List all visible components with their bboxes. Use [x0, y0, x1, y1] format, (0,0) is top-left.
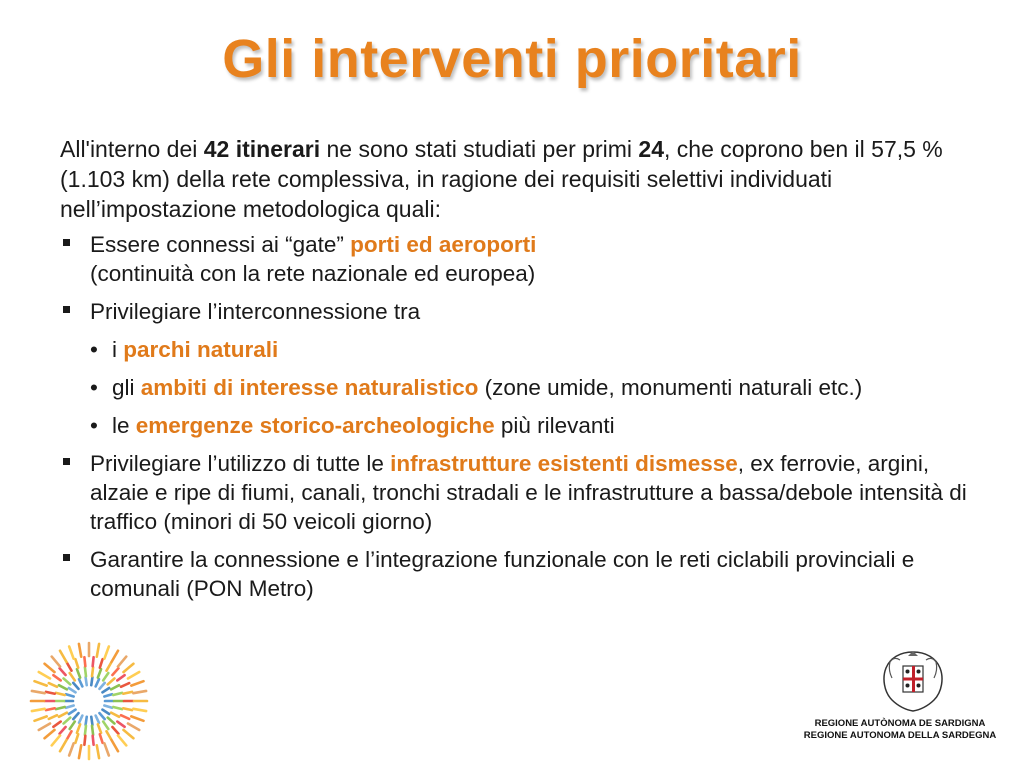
logo-ray [69, 647, 73, 659]
logo-ray [60, 651, 67, 662]
logo-ray [32, 709, 45, 711]
bullet-interconnessione [60, 297, 980, 326]
subbullet-text-post: più rilevanti [494, 413, 615, 438]
logo-ray [117, 675, 124, 680]
logo-ray [111, 713, 119, 717]
logo-ray [128, 672, 139, 679]
logo-ray [97, 644, 99, 657]
logo-ray [97, 745, 99, 758]
logo-ray [46, 708, 55, 710]
logo-ray [66, 694, 74, 696]
sun-flower-logo-icon [28, 640, 150, 762]
logo-ray [73, 683, 78, 689]
subbullet-parchi [60, 335, 980, 364]
logo-ray [73, 713, 78, 719]
logo-ray [103, 722, 108, 729]
logo-ray [96, 679, 99, 686]
subbullet-emergenze [60, 411, 980, 440]
subbullet-text: gli [112, 375, 141, 400]
logo-ray [59, 713, 67, 717]
logo-ray [104, 647, 108, 659]
bullet-highlight: porti ed aeroporti [350, 232, 537, 257]
logo-ray [91, 677, 92, 685]
logo-ray [59, 685, 67, 689]
intro-bold-24: 24 [638, 136, 665, 162]
logo-ray [112, 668, 118, 675]
logo-ray [107, 731, 112, 739]
bullet-gate [60, 230, 980, 288]
region-name-italiano: REGIONE AUTONOMA DELLA SARDEGNA [803, 730, 997, 741]
logo-ray [104, 743, 108, 755]
logo-ray [79, 679, 82, 686]
dot-bullet-icon: • [90, 413, 98, 438]
logo-ray [121, 715, 129, 719]
logo-ray [35, 716, 47, 720]
logo-ray [111, 685, 119, 689]
logo-ray [113, 707, 122, 709]
subbullet-text: le [112, 413, 136, 438]
logo-ray [112, 740, 119, 751]
logo-ray [104, 706, 112, 708]
logo-ray [123, 664, 133, 672]
logo-ray [93, 657, 94, 666]
subbullet-text-post: (zone umide, monumenti naturali etc.) [478, 375, 863, 400]
logo-ray [123, 692, 132, 694]
logo-ray [99, 713, 104, 719]
logo-ray [91, 717, 92, 725]
square-bullet-icon [63, 239, 70, 246]
logo-ray [45, 730, 55, 738]
bullet-text: Privilegiare l’interconnessione tra [90, 299, 421, 324]
sardinia-coat-of-arms-icon [878, 648, 948, 714]
logo-ray [112, 727, 118, 734]
logo-ray [60, 740, 67, 751]
logo-ray [52, 735, 60, 745]
logo-ray [75, 734, 78, 743]
logo-ray [45, 664, 55, 672]
page-title: Gli interventi prioritari [222, 29, 802, 89]
bullet-text-post: (continuità con la rete nazionale ed europea) [90, 261, 536, 286]
bullet-text: Garantire la connessione e l’integrazione funzionale con le reti ciclabili provinciali e comunali (PON Metro) [90, 547, 915, 601]
logo-ray [75, 659, 78, 668]
logo-ray [39, 724, 50, 731]
logo-ray [49, 715, 57, 719]
subbullet-highlight: emergenze storico-archeologiche [135, 413, 495, 438]
logo-ray [32, 691, 45, 693]
bullet-text: Essere connessi ai “gate” [90, 232, 351, 257]
logo-ray [86, 677, 87, 685]
logo-ray [56, 693, 65, 695]
dot-bullet-icon: • [90, 375, 98, 400]
logo-ray [131, 716, 143, 720]
logo-ray [53, 675, 60, 680]
logo-ray [56, 707, 65, 709]
intro-paragraph [60, 134, 980, 224]
logo-ray [113, 693, 122, 695]
logo-ray [121, 683, 129, 687]
logo-ray [77, 724, 80, 732]
logo-ray [107, 663, 112, 671]
logo-ray [49, 683, 57, 687]
logo-ray [118, 657, 126, 667]
logo-ray [93, 736, 94, 745]
logo-ray [86, 717, 87, 725]
logo-ray [100, 734, 103, 743]
logo-ray [39, 672, 50, 679]
square-bullet-icon [63, 306, 70, 313]
logo-ray [53, 722, 60, 727]
logo-ray [70, 673, 75, 680]
region-name-sardo: REGIONE AUTÒNOMA DE SARDIGNA [814, 718, 986, 729]
logo-ray [103, 673, 108, 680]
subbullet-highlight: ambiti di interesse naturalistico [140, 375, 479, 400]
logo-ray [79, 716, 82, 723]
logo-ray [60, 668, 66, 675]
logo-ray [70, 722, 75, 729]
square-bullet-icon [63, 458, 70, 465]
subbullet-text: i [112, 337, 124, 362]
intro-bold-itinerari: 42 itinerari [203, 136, 321, 162]
logo-ray [108, 718, 115, 724]
logo-ray [69, 710, 76, 714]
logo-ray [118, 735, 126, 745]
logo-ray [112, 651, 119, 662]
logo-ray [92, 726, 93, 735]
logo-ray [128, 724, 139, 731]
logo-ray [84, 657, 85, 666]
logo-ray [123, 730, 133, 738]
logo-ray [67, 731, 72, 739]
logo-ray [92, 667, 93, 676]
logo-ray [100, 659, 103, 668]
logo-ray [84, 736, 85, 745]
logo-ray [102, 688, 109, 692]
logo-ray [35, 681, 47, 685]
region-name [800, 718, 1000, 742]
bullet-connessione [60, 545, 980, 603]
dot-bullet-icon: • [90, 337, 98, 362]
logo-ray [69, 688, 76, 692]
logo-ray [66, 706, 74, 708]
logo-ray [108, 678, 115, 684]
logo-ray [85, 667, 86, 676]
logo-ray [102, 710, 109, 714]
logo-ray [133, 691, 146, 693]
logo-ray [131, 681, 143, 685]
bullet-highlight: infrastrutture esistenti dismesse [390, 451, 738, 476]
logo-ray [117, 722, 124, 727]
logo-ray [77, 669, 80, 677]
logo-ray [64, 718, 71, 724]
logo-ray [123, 708, 132, 710]
bullet-infrastrutture [60, 449, 980, 536]
logo-ray [64, 678, 71, 684]
logo-ray [60, 727, 66, 734]
bullet-text-post: , ex ferrovie, argini, alzaie e ripe di fiumi, canali, tronchi stradali e le infrastrutture a bassa/debole intensità di traffico (minori di 50 veicoli giorno) [90, 451, 967, 534]
logo-ray [85, 726, 86, 735]
square-bullet-icon [63, 554, 70, 561]
slide-content [60, 134, 980, 612]
bullet-text: Privilegiare l’utilizzo di tutte le [90, 451, 391, 476]
logo-ray [98, 724, 101, 732]
logo-ray [69, 743, 73, 755]
logo-ray [98, 669, 101, 677]
subbullet-ambiti [60, 373, 980, 402]
intro-text-2: ne sono stati studiati per primi [320, 136, 639, 162]
logo-ray [99, 683, 104, 689]
intro-text-3: , che coprono ben il 57,5 % (1.103 km) della rete complessiva, in ragione dei requisiti selettivi individuati nell’impostazione metodologica quali: [60, 136, 943, 222]
logo-ray [133, 709, 146, 711]
logo-ray [96, 716, 99, 723]
logo-ray [104, 694, 112, 696]
intro-text-1: All'interno dei [60, 136, 204, 162]
logo-ray [52, 657, 60, 667]
subbullet-highlight: parchi naturali [123, 337, 279, 362]
logo-ray [67, 663, 72, 671]
logo-ray [79, 644, 81, 657]
logo-ray [79, 745, 81, 758]
logo-ray [46, 692, 55, 694]
